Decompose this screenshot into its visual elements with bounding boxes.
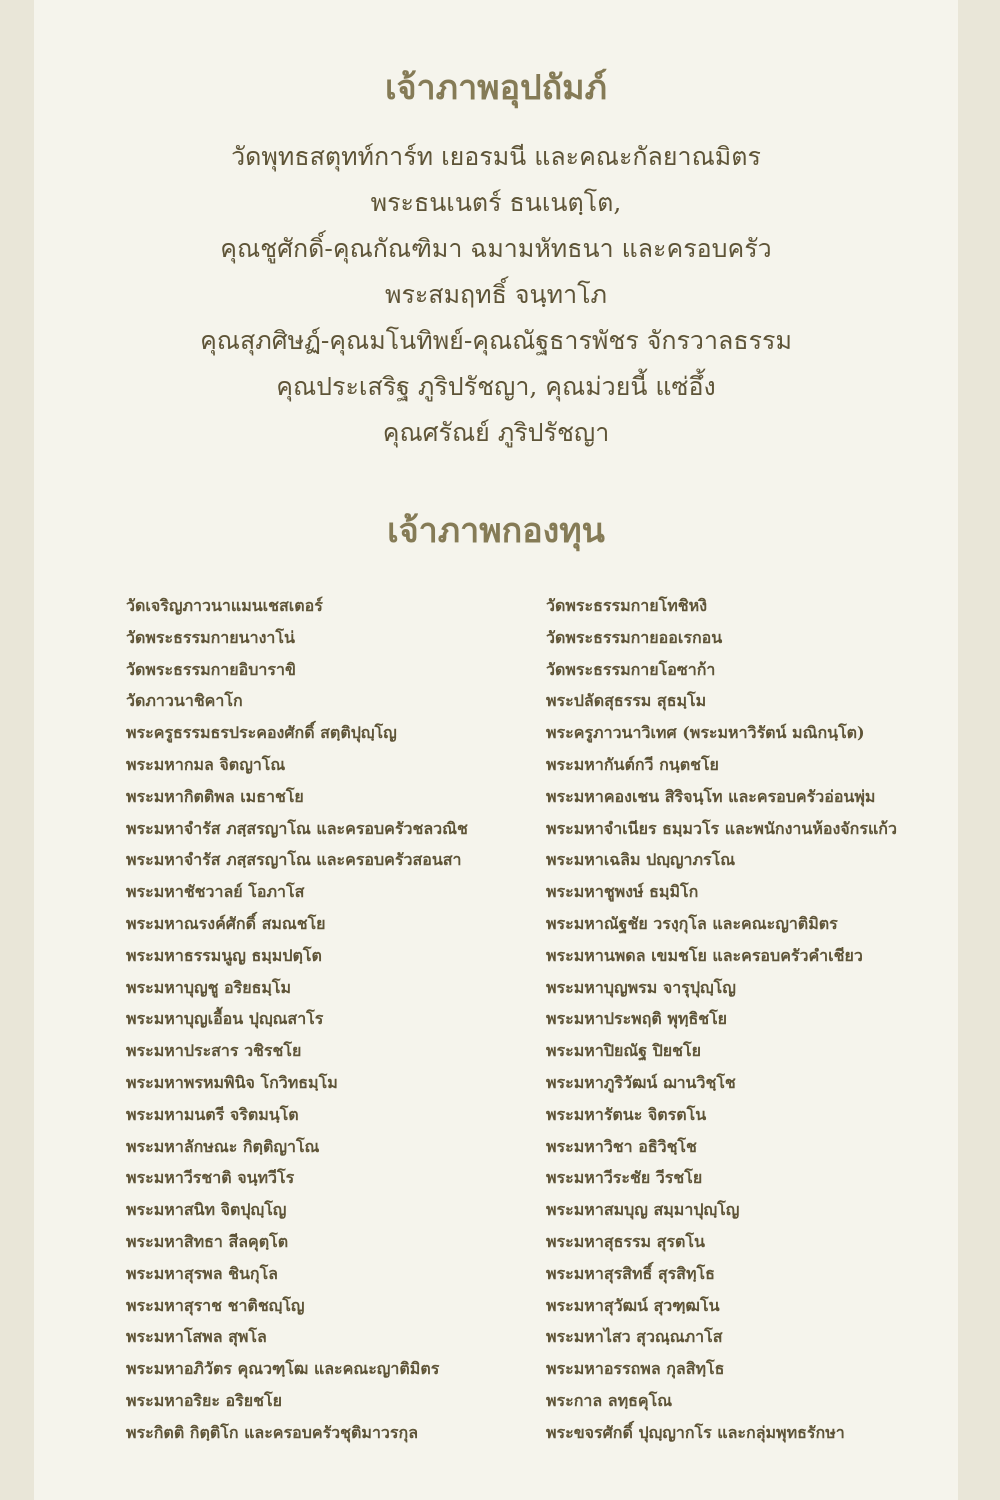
donor-item: พระมหาจำรัส ภสฺสรญาโณ และครอบครัวสอนสา (126, 850, 462, 870)
donor-item: พระมหาชัชวาลย์ โอภาโส (126, 882, 305, 902)
donor-item: พระมหาประพฤติ พุทฺธิชโย (546, 1009, 728, 1029)
donor-item: วัดเจริญภาวนาแมนเชสเตอร์ (126, 596, 323, 615)
donors-list (126, 590, 926, 1449)
donor-item: พระมหาชูพงษ์ ธมฺมิโก (546, 882, 699, 902)
sponsor-line: คุณชูศักดิ์-คุณกัณฑิมา ฉมามหัทธนา และครอบครัว (220, 234, 772, 263)
donor-item: พระมหาไสว สุวณฺณภาโส (546, 1327, 723, 1347)
donor-item: พระมหาเฉลิม ปญฺญาภรโณ (546, 850, 736, 870)
donor-item: พระมหากันต์กวี กนฺตชโย (546, 754, 719, 774)
donor-item: พระมหาอริยะ อริยชโย (126, 1390, 282, 1410)
donor-item: พระมหาณรงค์ศักดิ์ สมณชโย (126, 913, 326, 933)
donor-item: พระกิตติ กิตฺติโก และครอบครัวชุติมาวรกุล (126, 1422, 418, 1442)
donor-item: พระกาล ลทฺธคุโณ (546, 1390, 673, 1410)
donors-right-column (546, 590, 926, 1449)
donor-item: วัดพระธรรมกายออเรกอน (546, 627, 723, 647)
donor-item: พระมหาจำรัส ภสฺสรญาโณ และครอบครัวชลวณิช (126, 818, 468, 838)
document-page (34, 0, 958, 1500)
donor-item: พระมหาบุญเอื้อน ปุญฺณสาโร (126, 1009, 324, 1029)
donor-item: พระมหาวีระชัย วีรชโย (546, 1168, 703, 1188)
donor-item: พระมหากมล จิตญาโณ (126, 754, 286, 774)
donor-item: พระมหาสุราช ชาติชญฺโญ (126, 1295, 305, 1315)
donor-item: พระมหาอภิวัตร คุณวฑฺโฒ และคณะญาติมิตร (126, 1359, 440, 1379)
sponsor-line: คุณศรัณย์ ภูริปรัชญา (382, 418, 610, 447)
sponsor-line: วัดพุทธสตุทท์การ์ท เยอรมนี และคณะกัลยาณมิตร (231, 142, 761, 171)
donor-item: พระมหาสุรพล ชินกุโล (126, 1263, 278, 1283)
donor-item: พระมหาสิทธา สีลคุตฺโต (126, 1231, 289, 1251)
donor-item: พระมหาลักษณะ กิตฺติญาโณ (126, 1136, 320, 1156)
donor-item: พระมหาสุวัฒน์ สุวฑฺฒโน (546, 1295, 720, 1315)
donor-item: พระมหามนตรี จริตมนฺโต (126, 1104, 299, 1124)
donor-item: พระมหาอรรถพล กุลสิทฺโธ (546, 1359, 725, 1379)
donor-item: พระมหาธรรมนูญ ธมฺมปตฺโต (126, 945, 322, 965)
donor-item: พระมหาปิยณัฐ ปิยชโย (546, 1041, 701, 1061)
donor-item: พระปลัดสุธรรม สุธมฺโม (546, 691, 707, 711)
donor-item: วัดพระธรรมกายโทชิหงิ (546, 596, 708, 615)
donor-item: วัดพระธรรมกายโอซาก้า (546, 659, 716, 679)
donor-item: วัดพระธรรมกายนางาโน่ (126, 627, 295, 647)
donor-item: พระมหาวิชา อธิวิชฺโช (546, 1136, 697, 1156)
donor-item: พระมหาสนิท จิตปุญฺโญ (126, 1200, 287, 1220)
donors-left-column (126, 590, 546, 1449)
donor-item: พระมหาโสพล สุพโล (126, 1327, 267, 1347)
donor-item: พระมหาวีรชาติ จนฺทวีโร (126, 1168, 295, 1188)
donor-item: วัดพระธรรมกายอิบาราขิ (126, 659, 296, 679)
donors-title: เจ้าภาพกองทุน (387, 511, 605, 551)
donor-item: พระมหาคองเชน สิริจนฺโท และครอบครัวอ่อนพุ่ม (546, 786, 876, 806)
sponsor-line: พระสมฤทธิ์ จนฺทาโภ (384, 280, 608, 309)
donor-item: พระขจรศักดิ์ ปุญฺญากโร และกลุ่มพุทธรักษา (546, 1422, 845, 1442)
donor-item: พระครูภาวนาวิเทศ (พระมหาวิรัตน์ มณิกนฺโต) (546, 723, 865, 743)
donor-item: พระมหารัตนะ จิตรตโน (546, 1104, 707, 1124)
donor-item: พระมหาประสาร วชิรชโย (126, 1041, 302, 1061)
sponsors-list (34, 134, 958, 456)
donor-item: พระมหาสมบุญ สมฺมาปุญฺโญ (546, 1200, 740, 1220)
donor-item: พระมหาณัฐชัย วรงฺกุโล และคณะญาติมิตร (546, 913, 838, 933)
sponsor-line: คุณสุภศิษฏ์-คุณมโนทิพย์-คุณณัฐธารพัชร จักรวาลธรรม (200, 326, 792, 355)
donor-item: พระมหาสุรสิทธิ์ สุรสิทฺโธ (546, 1263, 715, 1283)
donor-item: พระมหาภูริวัฒน์ ฌานวิชฺโช (546, 1072, 736, 1092)
donor-item: วัดภาวนาชิคาโก (126, 691, 243, 711)
donor-item: พระมหาจำเนียร ธมฺมวโร และพนักงานห้องจักรแก้ว (546, 818, 897, 838)
sponsor-line: คุณประเสริฐ ภูริปรัชญา, คุณม่วยนี้ แซ่อึ้ง (276, 372, 716, 401)
donor-item: พระมหาพรหมพินิจ โกวิทธมฺโม (126, 1072, 338, 1092)
sponsors-title: เจ้าภาพอุปถัมภ์ (385, 68, 607, 108)
donor-item: พระมหานพดล เขมชโย และครอบครัวคำเชียว (546, 945, 863, 965)
donor-item: พระมหาบุญพรม จารุปุญฺโญ (546, 977, 736, 997)
donor-item: พระครูธรรมธรประคองศักดิ์ สตฺติปุญฺโญ (126, 723, 397, 743)
sponsor-line: พระธนเนตร์ ธนเนตฺโต, (370, 188, 622, 217)
donor-item: พระมหาบุญชู อริยธมฺโม (126, 977, 292, 997)
donor-item: พระมหาสุธรรม สุรตโน (546, 1231, 705, 1251)
donor-item: พระมหากิตติพล เมธาชโย (126, 786, 304, 806)
